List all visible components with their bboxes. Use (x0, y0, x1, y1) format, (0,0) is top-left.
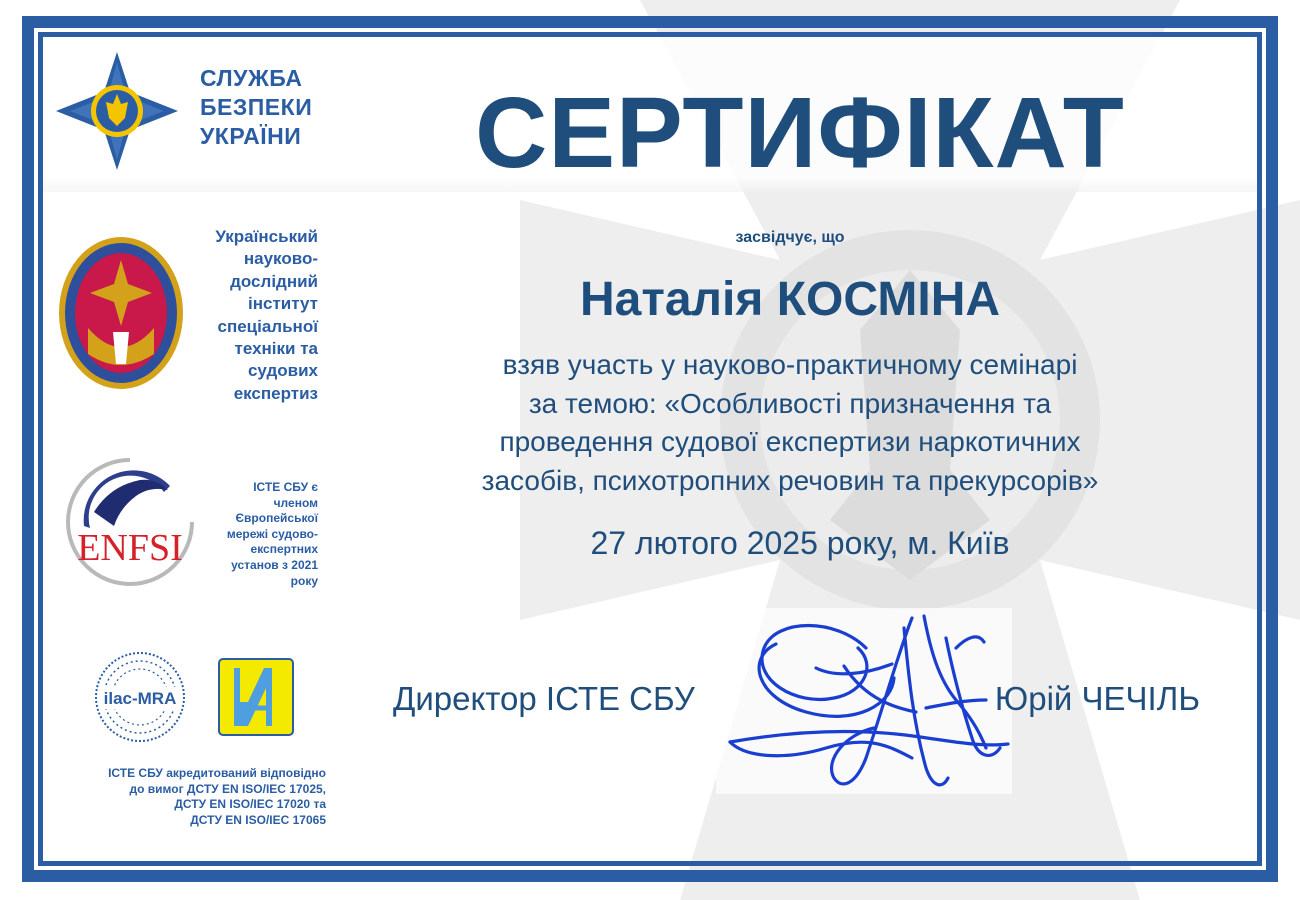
enfsi-text-line: мережі судово- (226, 526, 318, 541)
accreditation-text-line: ДСТУ EN ISO/IEC 17020 та (174, 797, 326, 811)
ilac-mra-logo-icon (94, 651, 186, 743)
sbu-emblem-icon (56, 52, 178, 170)
accreditation-text-line: ДСТУ EN ISO/IEC 17065 (190, 812, 326, 827)
certificate-title: СЕРТИФІКАТ (475, 77, 1125, 189)
participation-line: за темою: «Особливості призначення та (528, 387, 1052, 419)
institute-name (180, 226, 318, 405)
enfsi-text-line: Європейської (235, 511, 318, 526)
certifies-text: засвідчує, що (735, 229, 845, 246)
institute-name-line: інститут (248, 294, 318, 314)
participation-line: взяв участь у науково-практичному семінарі (502, 349, 1078, 380)
institute-name-line: спеціальної (217, 316, 318, 336)
accreditation-text (72, 766, 326, 828)
participation-line: проведення судової експертизи наркотичних (499, 426, 1081, 457)
enfsi-text-line: членом (273, 495, 318, 510)
accreditation-text-line: до вимог ДСТУ EN ISO/IEC 17025, (129, 781, 326, 796)
signatory-name: Юрій ЧЕЧІЛЬ (994, 680, 1200, 717)
institute-name-line: Український (215, 227, 318, 246)
enfsi-membership-text (200, 480, 318, 589)
signatory-title: Директор ІСТЕ СБУ (393, 680, 695, 717)
enfsi-logo-text: ENFSI (77, 527, 183, 569)
enfsi-text-line: установ з 2021 (231, 557, 318, 572)
institute-name-line: дослідний (230, 271, 318, 291)
ilac-logo-text: ilac-MRA (103, 689, 177, 708)
enfsi-text-line: ІСТЕ СБУ є (253, 480, 318, 494)
institute-emblem-icon (58, 236, 184, 390)
date-place: 27 лютого 2025 року, м. Київ (590, 525, 1010, 561)
institute-name-line: судових (247, 361, 318, 381)
recipient-name: Наталія КОСМІНА (579, 273, 1001, 326)
participation-text (395, 346, 1185, 500)
institute-name-line: експертиз (233, 383, 318, 403)
accreditation-agency-logo-icon (218, 658, 294, 736)
institute-name-line: техніки та (234, 339, 318, 359)
participation-line: засобів, психотропних речовин та прекурсорів» (481, 464, 1099, 496)
institute-name-line: науково- (243, 249, 318, 269)
agency-name: СЛУЖБА БЕЗПЕКИ УКРАЇНИ (200, 65, 313, 149)
enfsi-text-line: експертних (250, 542, 318, 557)
enfsi-text-line: року (290, 573, 318, 588)
enfsi-logo-icon (60, 456, 200, 586)
accreditation-text-line: ІСТЕ СБУ акредитований відповідно (108, 766, 326, 780)
